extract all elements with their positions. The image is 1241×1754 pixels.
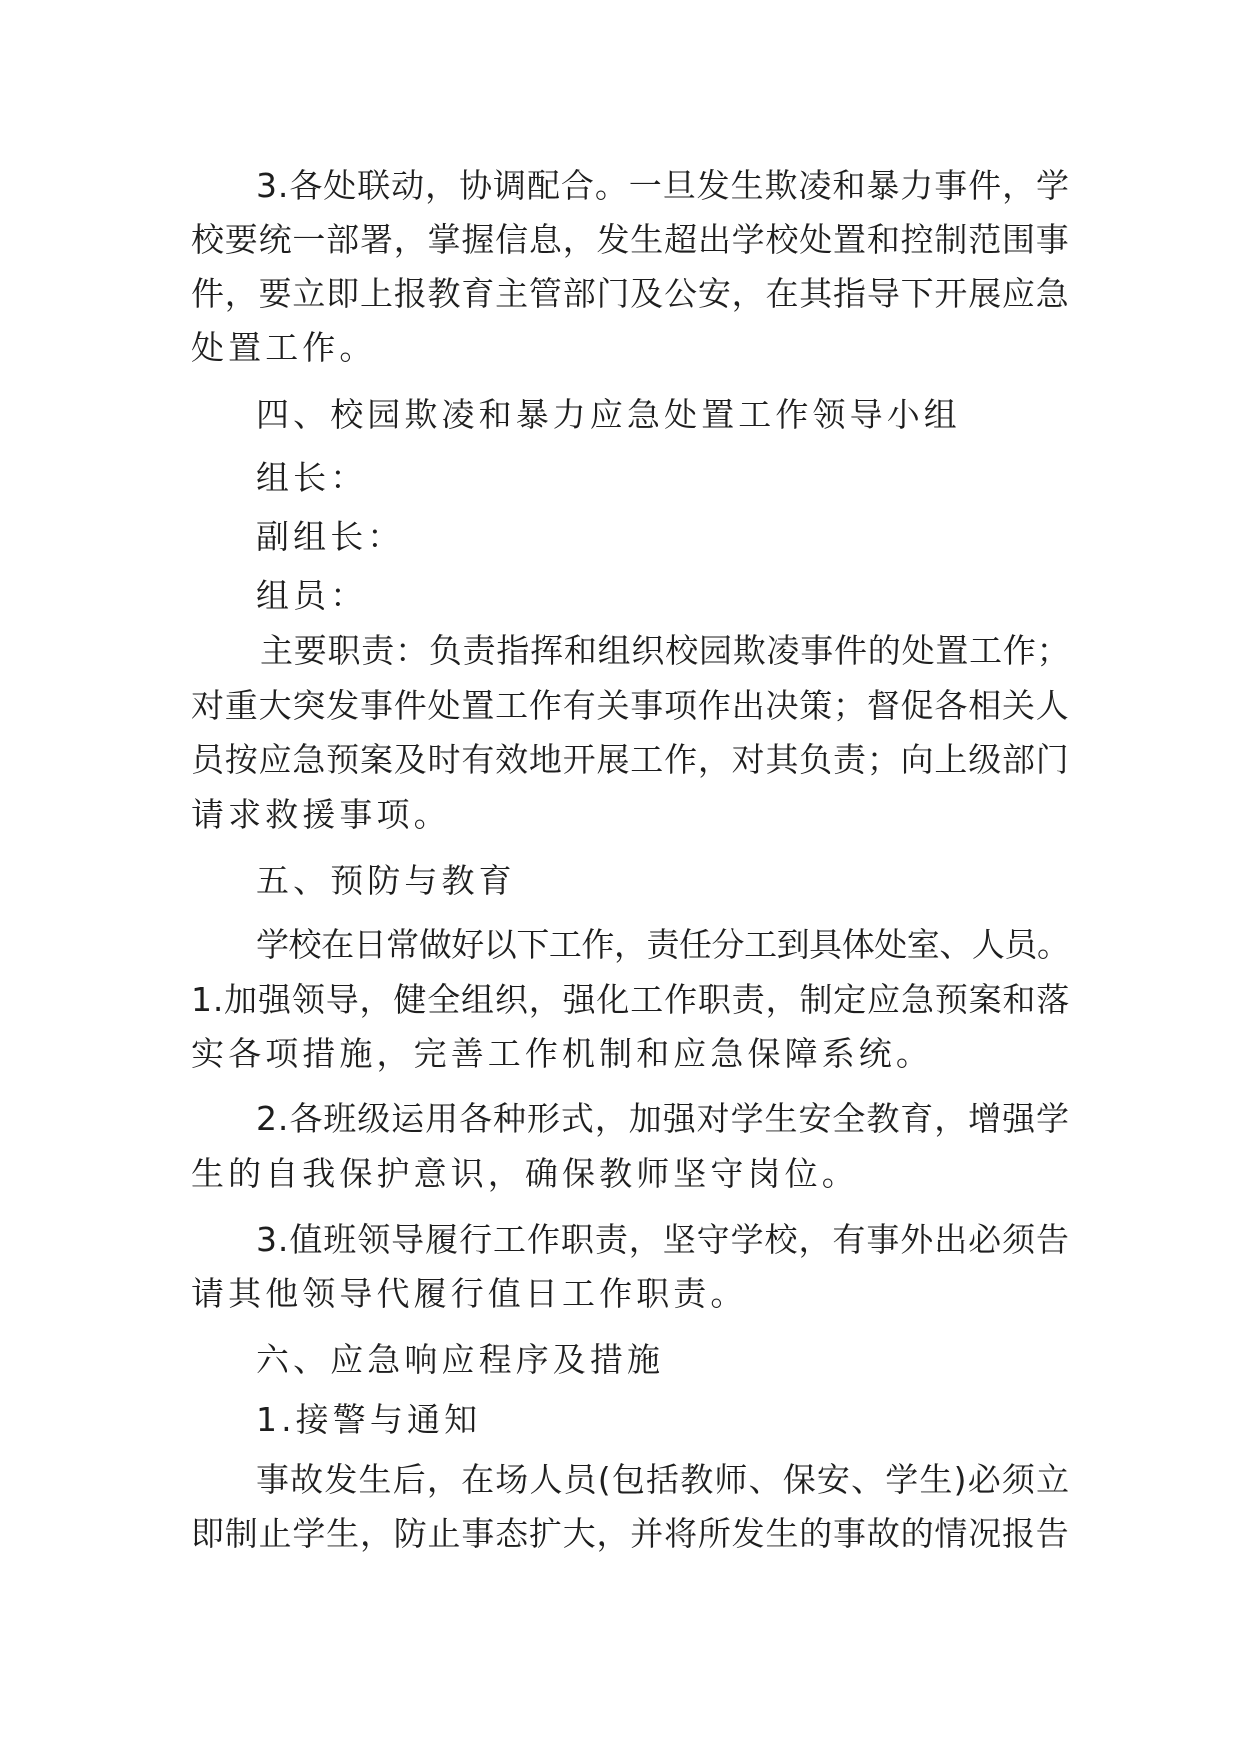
paragraph-line: 请求救援事项。 — [191, 795, 451, 834]
section-heading: 六、应急响应程序及措施 — [256, 1340, 665, 1379]
field-label-leader: 组长： — [256, 458, 368, 497]
paragraph-line: 学校在日常做好以下工作，责任分工到具体处室、人员。 — [256, 925, 1070, 964]
paragraph-line: 实各项措施，完善工作机制和应急保障系统。 — [191, 1034, 933, 1073]
paragraph-line: 3.值班领导履行工作职责，坚守学校，有事外出必须告 — [256, 1220, 1070, 1259]
paragraph-line: 员按应急预案及时有效地开展工作，对其负责；向上级部门 — [191, 740, 1070, 779]
field-label-members: 组员： — [256, 576, 368, 615]
paragraph-line: 校要统一部署，掌握信息，发生超出学校处置和控制范围事 — [191, 220, 1070, 259]
paragraph-line: 生的自我保护意识，确保教师坚守岗位。 — [191, 1154, 859, 1193]
paragraph-line: 即制止学生，防止事态扩大，并将所发生的事故的情况报告 — [191, 1514, 1070, 1553]
subsection-heading: 1.接警与通知 — [256, 1400, 482, 1439]
section-heading: 五、预防与教育 — [256, 861, 516, 900]
paragraph-line: 2.各班级运用各种形式，加强对学生安全教育，增强学 — [256, 1099, 1070, 1138]
paragraph-line: 3.各处联动，协调配合。一旦发生欺凌和暴力事件，学 — [256, 166, 1070, 205]
paragraph-line: 件，要立即上报教育主管部门及公安，在其指导下开展应急 — [191, 274, 1070, 313]
section-heading: 四、校园欺凌和暴力应急处置工作领导小组 — [256, 395, 961, 434]
paragraph-line: 主要职责：负责指挥和组织校园欺凌事件的处置工作； — [260, 631, 1071, 670]
paragraph-line: 1.加强领导，健全组织，强化工作职责，制定应急预案和落 — [191, 980, 1071, 1019]
paragraph-line: 事故发生后，在场人员(包括教师、保安、学生)必须立 — [256, 1460, 1071, 1499]
paragraph-line: 请其他领导代履行值日工作职责。 — [191, 1274, 748, 1313]
paragraph-line: 对重大突发事件处置工作有关事项作出决策；督促各相关人 — [191, 686, 1070, 725]
paragraph-line: 处置工作。 — [191, 328, 377, 367]
field-label-deputy-leader: 副组长： — [256, 517, 405, 556]
